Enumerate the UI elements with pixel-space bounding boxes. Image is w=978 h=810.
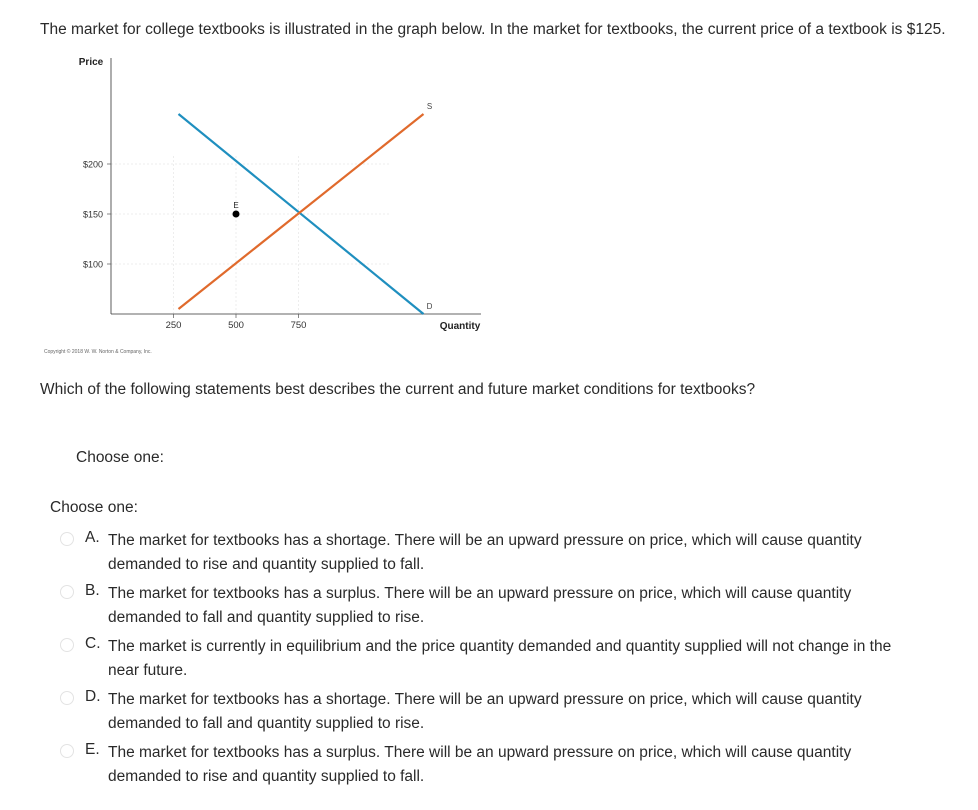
tick-labels [83, 160, 306, 332]
option-a[interactable] [60, 529, 960, 582]
x-tick-label: 750 [290, 320, 307, 331]
supply-demand-chart [40, 48, 500, 348]
option-letter: E. [85, 741, 100, 758]
y-tick-label: $200 [82, 159, 103, 170]
choose-one-label-upper: Choose one: [76, 449, 164, 466]
option-b[interactable] [60, 582, 960, 635]
curve-label-d: D [426, 302, 433, 311]
y-tick-label: $100 [82, 259, 103, 270]
option-text: The market is currently in equilibrium and the price quantity demanded and quantity supplied will not change in the near future. [108, 638, 892, 679]
y-axis-label: Price [78, 57, 104, 68]
option-letter: B. [85, 582, 100, 599]
equilibrium-layer [233, 201, 240, 218]
y-tick-label: $150 [82, 209, 103, 220]
option-text: The market for textbooks has a surplus. There will be an upward pressure on price, which will cause quantity demanded to rise and quantity supplied to fall. [108, 744, 852, 785]
radio-option-b[interactable] [60, 585, 74, 599]
curve-label-s: S [426, 102, 433, 111]
grid-lines [111, 154, 391, 314]
option-text: The market for textbooks has a surplus. There will be an upward pressure on price, which will cause quantity demanded to fall and quantity supplied to rise. [108, 585, 852, 626]
radio-option-a[interactable] [60, 532, 74, 546]
choose-one-label: Choose one: [50, 499, 138, 516]
equilibrium-label: E [233, 201, 239, 210]
option-d[interactable] [60, 688, 960, 741]
question-prompt: Which of the following statements best describes the current and future market conditions for textbooks? [40, 381, 756, 398]
equilibrium-point [233, 211, 240, 218]
option-letter: C. [85, 635, 101, 652]
option-letter: A. [85, 529, 100, 546]
radio-option-c[interactable] [60, 638, 74, 652]
answer-options [60, 529, 960, 794]
series-lines [179, 102, 433, 314]
option-c[interactable] [60, 635, 960, 688]
question-intro: The market for college textbooks is illustrated in the graph below. In the market for textbooks, the current price of a textbook is $125. [40, 21, 946, 38]
x-tick-label: 250 [165, 320, 182, 331]
option-text: The market for textbooks has a shortage. There will be an upward pressure on price, which will cause quantity demanded to rise and quantity supplied to fall. [108, 532, 862, 573]
option-text: The market for textbooks has a shortage. There will be an upward pressure on price, which will cause quantity demanded to fall and quantity supplied to rise. [108, 691, 862, 732]
radio-option-d[interactable] [60, 691, 74, 705]
radio-option-e[interactable] [60, 744, 74, 758]
x-axis-label: Quantity [439, 321, 481, 332]
x-tick-label: 500 [228, 320, 244, 331]
copyright-notice: Copyright © 2018 W. W. Norton & Company, Inc. [44, 349, 152, 355]
option-e[interactable] [60, 741, 960, 794]
option-letter: D. [85, 688, 101, 705]
